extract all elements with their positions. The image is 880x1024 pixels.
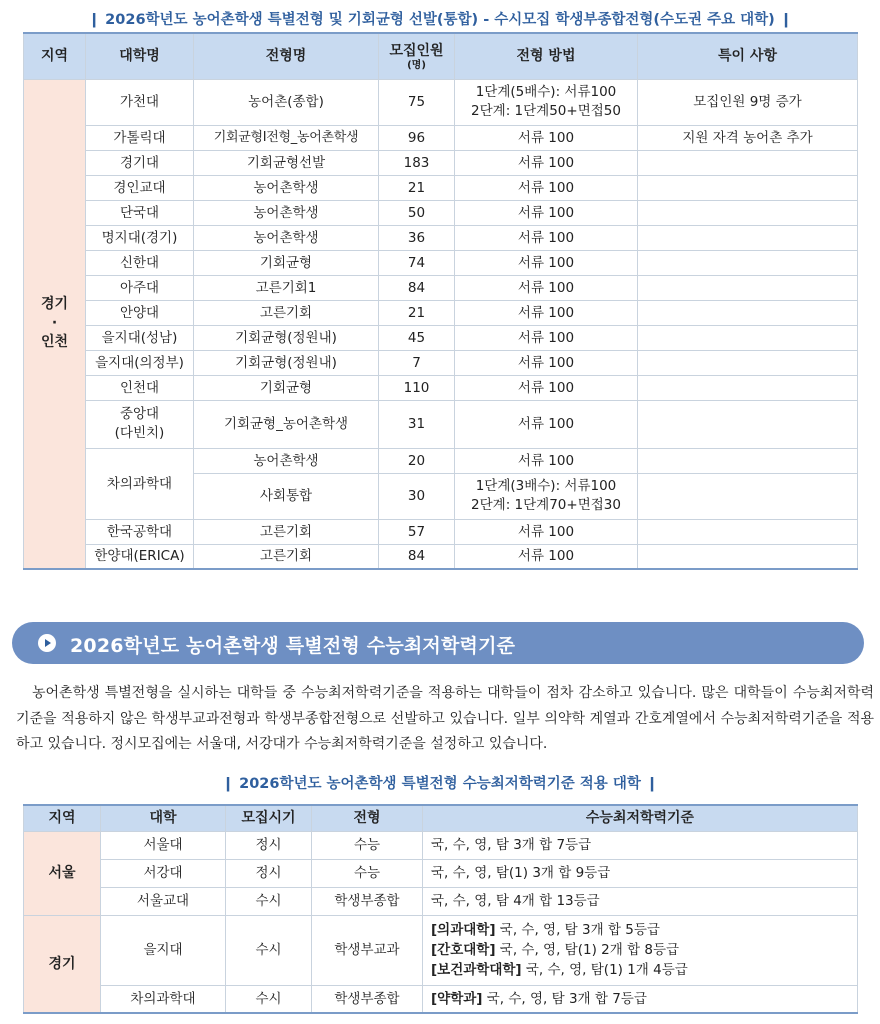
criteria-tag: [간호대학]: [431, 942, 496, 958]
note-cell: [638, 400, 858, 448]
method-cell: 서류 100: [455, 300, 638, 325]
university-cell: 신한대: [86, 250, 194, 275]
criteria-cell: [423, 915, 858, 985]
admission-cell: 수능: [312, 831, 423, 859]
admission-table: [23, 32, 858, 570]
university-cell: 가천대: [86, 79, 194, 125]
admission-cell: 기회균형_농어촌학생: [194, 400, 379, 448]
header-period: 모집시기: [226, 805, 312, 831]
criteria-cell: [423, 985, 858, 1013]
quota-cell: 45: [379, 325, 455, 350]
csat-criteria-table: [23, 804, 858, 1014]
criteria-tag: [의과대학]: [431, 922, 496, 938]
header-quota-label: 모집인원: [389, 42, 444, 59]
method-cell: 서류 100: [455, 350, 638, 375]
university-cell: 가톨릭대: [86, 125, 194, 150]
period-cell: 정시: [226, 831, 312, 859]
method-cell: 서류 100: [455, 544, 638, 569]
admission-cell: 농어촌학생: [194, 225, 379, 250]
criteria-text: 국, 수, 영, 탐(1) 2개 합 8등급: [495, 942, 680, 958]
admission-cell: 기회균형선발: [194, 150, 379, 175]
note-cell: 지원 자격 농어촌 추가: [638, 125, 858, 150]
note-cell: [638, 519, 858, 544]
method-cell: 서류 100: [455, 125, 638, 150]
note-cell: [638, 300, 858, 325]
table-row: [24, 125, 858, 150]
header-quota: [379, 33, 455, 79]
table1-caption: [0, 8, 880, 29]
paragraph-text: 농어촌학생 특별전형을 실시하는 대학들 중 수능최저학력기준을 적용하는 대학들이 점차 감소하고 있습니다. 많은 대학들이 수능최저학력기준을 적용하지 않은 학생부교과전형과 학생부종합전형으로 선발하고 있습니다. 일부 의약학 계열과 간호계열에서 수능최저학력기준을 적용하고 있습니다. 정시모집에는 서울대, 서강대가 수능최저학력기준을 설정하고 있습니다.: [16, 685, 874, 752]
university-cell: 서울교대: [101, 887, 226, 915]
table-row: [24, 300, 858, 325]
university-cell: 차의과학대: [86, 448, 194, 519]
criteria-line: [431, 940, 855, 960]
admission-cell: 기회균형: [194, 375, 379, 400]
admission-cell: 학생부종합: [312, 887, 423, 915]
method-cell: 서류 100: [455, 150, 638, 175]
table-row: [24, 887, 858, 915]
table-row: [24, 325, 858, 350]
table-row: [24, 250, 858, 275]
table-row: [24, 544, 858, 569]
table-row: [24, 175, 858, 200]
section-banner: [12, 622, 864, 664]
university-cell: 중앙대 (다빈치): [86, 400, 194, 448]
table2-caption: [0, 772, 880, 793]
university-cell: 아주대: [86, 275, 194, 300]
table-row: [24, 448, 858, 473]
header-region: 지역: [24, 805, 101, 831]
table-row: [24, 400, 858, 448]
note-cell: [638, 250, 858, 275]
admission-cell: 농어촌학생: [194, 448, 379, 473]
criteria-cell: 국, 수, 영, 탐 3개 합 7등급: [423, 831, 858, 859]
table-row: [24, 150, 858, 175]
header-quota-unit: (명): [407, 59, 426, 71]
admission-cell: 농어촌학생: [194, 175, 379, 200]
admission-cell: 고른기회: [194, 544, 379, 569]
quota-cell: 183: [379, 150, 455, 175]
method-cell: 서류 100: [455, 175, 638, 200]
section-paragraph: [16, 681, 874, 758]
note-cell: [638, 448, 858, 473]
quota-cell: 31: [379, 400, 455, 448]
note-cell: [638, 175, 858, 200]
table-row: [24, 519, 858, 544]
university-cell: 명지대(경기): [86, 225, 194, 250]
header-method: 전형 방법: [455, 33, 638, 79]
caption-bar-left: ❙: [87, 12, 106, 28]
table-row: [24, 350, 858, 375]
header-note: 특이 사항: [638, 33, 858, 79]
university-cell: 서강대: [101, 859, 226, 887]
note-cell: [638, 325, 858, 350]
header-criteria: 수능최저학력기준: [423, 805, 858, 831]
method-cell: 서류 100: [455, 400, 638, 448]
admission-cell: 기회균형: [194, 250, 379, 275]
criteria-text: 국, 수, 영, 탐 3개 합 7등급: [482, 990, 647, 1007]
university-cell: 경기대: [86, 150, 194, 175]
table-row: [24, 225, 858, 250]
admission-cell: 고른기회: [194, 519, 379, 544]
university-cell: 경인교대: [86, 175, 194, 200]
quota-cell: 74: [379, 250, 455, 275]
admission-cell: 수능: [312, 859, 423, 887]
table-row: [24, 915, 858, 985]
table-row: [24, 831, 858, 859]
period-cell: 수시: [226, 915, 312, 985]
table-row: [24, 985, 858, 1013]
criteria-tag: [약학과]: [431, 990, 483, 1007]
quota-cell: 21: [379, 175, 455, 200]
criteria-tag: [보건과학대학]: [431, 962, 522, 978]
method-cell: 서류 100: [455, 448, 638, 473]
admission-cell: 기회균형Ⅰ전형_농어촌학생: [194, 125, 379, 150]
method-cell: 서류 100: [455, 325, 638, 350]
criteria-text: 국, 수, 영, 탐(1) 1개 4등급: [521, 962, 688, 978]
note-cell: [638, 225, 858, 250]
quota-cell: 7: [379, 350, 455, 375]
note-cell: [638, 275, 858, 300]
admission-cell: 농어촌(종합): [194, 79, 379, 125]
university-cell: 인천대: [86, 375, 194, 400]
university-cell: 을지대(의정부): [86, 350, 194, 375]
method-cell: 1단계(3배수): 서류100 2단계: 1단계70+면접30: [455, 473, 638, 519]
criteria-text: 국, 수, 영, 탐 3개 합 5등급: [495, 922, 660, 938]
table-row: [24, 200, 858, 225]
admission-cell: 기회균형(정원내): [194, 350, 379, 375]
criteria-line: [431, 960, 855, 980]
paragraph-indent: [16, 685, 32, 701]
quota-cell: 96: [379, 125, 455, 150]
header-admission: 전형: [312, 805, 423, 831]
section-title: 2026학년도 농어촌학생 특별전형 수능최저학력기준: [70, 635, 516, 657]
criteria-cell: 국, 수, 영, 탐(1) 3개 합 9등급: [423, 859, 858, 887]
table-row: [24, 859, 858, 887]
quota-cell: 20: [379, 448, 455, 473]
university-cell: 을지대(성남): [86, 325, 194, 350]
method-cell: 서류 100: [455, 519, 638, 544]
arrow-circle-icon: [38, 634, 56, 652]
header-admission: 전형명: [194, 33, 379, 79]
method-cell: 서류 100: [455, 375, 638, 400]
note-cell: [638, 350, 858, 375]
table1-header-row: [24, 33, 858, 79]
admission-cell: 기회균형(정원내): [194, 325, 379, 350]
caption-bar-left: ❙: [221, 776, 240, 792]
method-cell: 서류 100: [455, 225, 638, 250]
admission-cell: 학생부종합: [312, 985, 423, 1013]
region-cell: 경기 · 인천: [24, 79, 86, 569]
quota-cell: 21: [379, 300, 455, 325]
table2-header-row: [24, 805, 858, 831]
method-cell: 서류 100: [455, 275, 638, 300]
period-cell: 수시: [226, 887, 312, 915]
admission-cell: 고른기회: [194, 300, 379, 325]
note-cell: [638, 375, 858, 400]
table2-caption-text: 2026학년도 농어촌학생 특별전형 수능최저학력기준 적용 대학: [239, 776, 641, 792]
university-cell: 단국대: [86, 200, 194, 225]
period-cell: 수시: [226, 985, 312, 1013]
period-cell: 정시: [226, 859, 312, 887]
university-cell: 한국공학대: [86, 519, 194, 544]
quota-cell: 50: [379, 200, 455, 225]
caption-bar-right: ❙: [640, 776, 659, 792]
header-university: 대학명: [86, 33, 194, 79]
quota-cell: 36: [379, 225, 455, 250]
criteria-cell: 국, 수, 영, 탐 4개 합 13등급: [423, 887, 858, 915]
method-cell: 1단계(5배수): 서류100 2단계: 1단계50+면접50: [455, 79, 638, 125]
header-region: 지역: [24, 33, 86, 79]
table-row: [24, 79, 858, 125]
note-cell: [638, 544, 858, 569]
admission-cell: 사회통합: [194, 473, 379, 519]
note-cell: 모집인원 9명 증가: [638, 79, 858, 125]
quota-cell: 84: [379, 275, 455, 300]
quota-cell: 57: [379, 519, 455, 544]
note-cell: [638, 200, 858, 225]
method-cell: 서류 100: [455, 250, 638, 275]
university-cell: 서울대: [101, 831, 226, 859]
region-cell: 서울: [24, 831, 101, 915]
admission-cell: 농어촌학생: [194, 200, 379, 225]
note-cell: [638, 473, 858, 519]
admission-cell: 학생부교과: [312, 915, 423, 985]
quota-cell: 30: [379, 473, 455, 519]
criteria-line: [431, 920, 855, 940]
quota-cell: 110: [379, 375, 455, 400]
quota-cell: 75: [379, 79, 455, 125]
table-row: [24, 275, 858, 300]
university-cell: 안양대: [86, 300, 194, 325]
university-cell: 한양대(ERICA): [86, 544, 194, 569]
caption-bar-right: ❙: [774, 12, 793, 28]
note-cell: [638, 150, 858, 175]
quota-cell: 84: [379, 544, 455, 569]
region-cell: 경기: [24, 915, 101, 1013]
admission-cell: 고른기회1: [194, 275, 379, 300]
method-cell: 서류 100: [455, 200, 638, 225]
table1-caption-text: 2026학년도 농어촌학생 특별전형 및 기회균형 선발(통합) - 수시모집 학생부종합전형(수도권 주요 대학): [105, 12, 775, 28]
table-row: [24, 375, 858, 400]
header-university: 대학: [101, 805, 226, 831]
university-cell: 차의과학대: [101, 985, 226, 1013]
university-cell: 을지대: [101, 915, 226, 985]
